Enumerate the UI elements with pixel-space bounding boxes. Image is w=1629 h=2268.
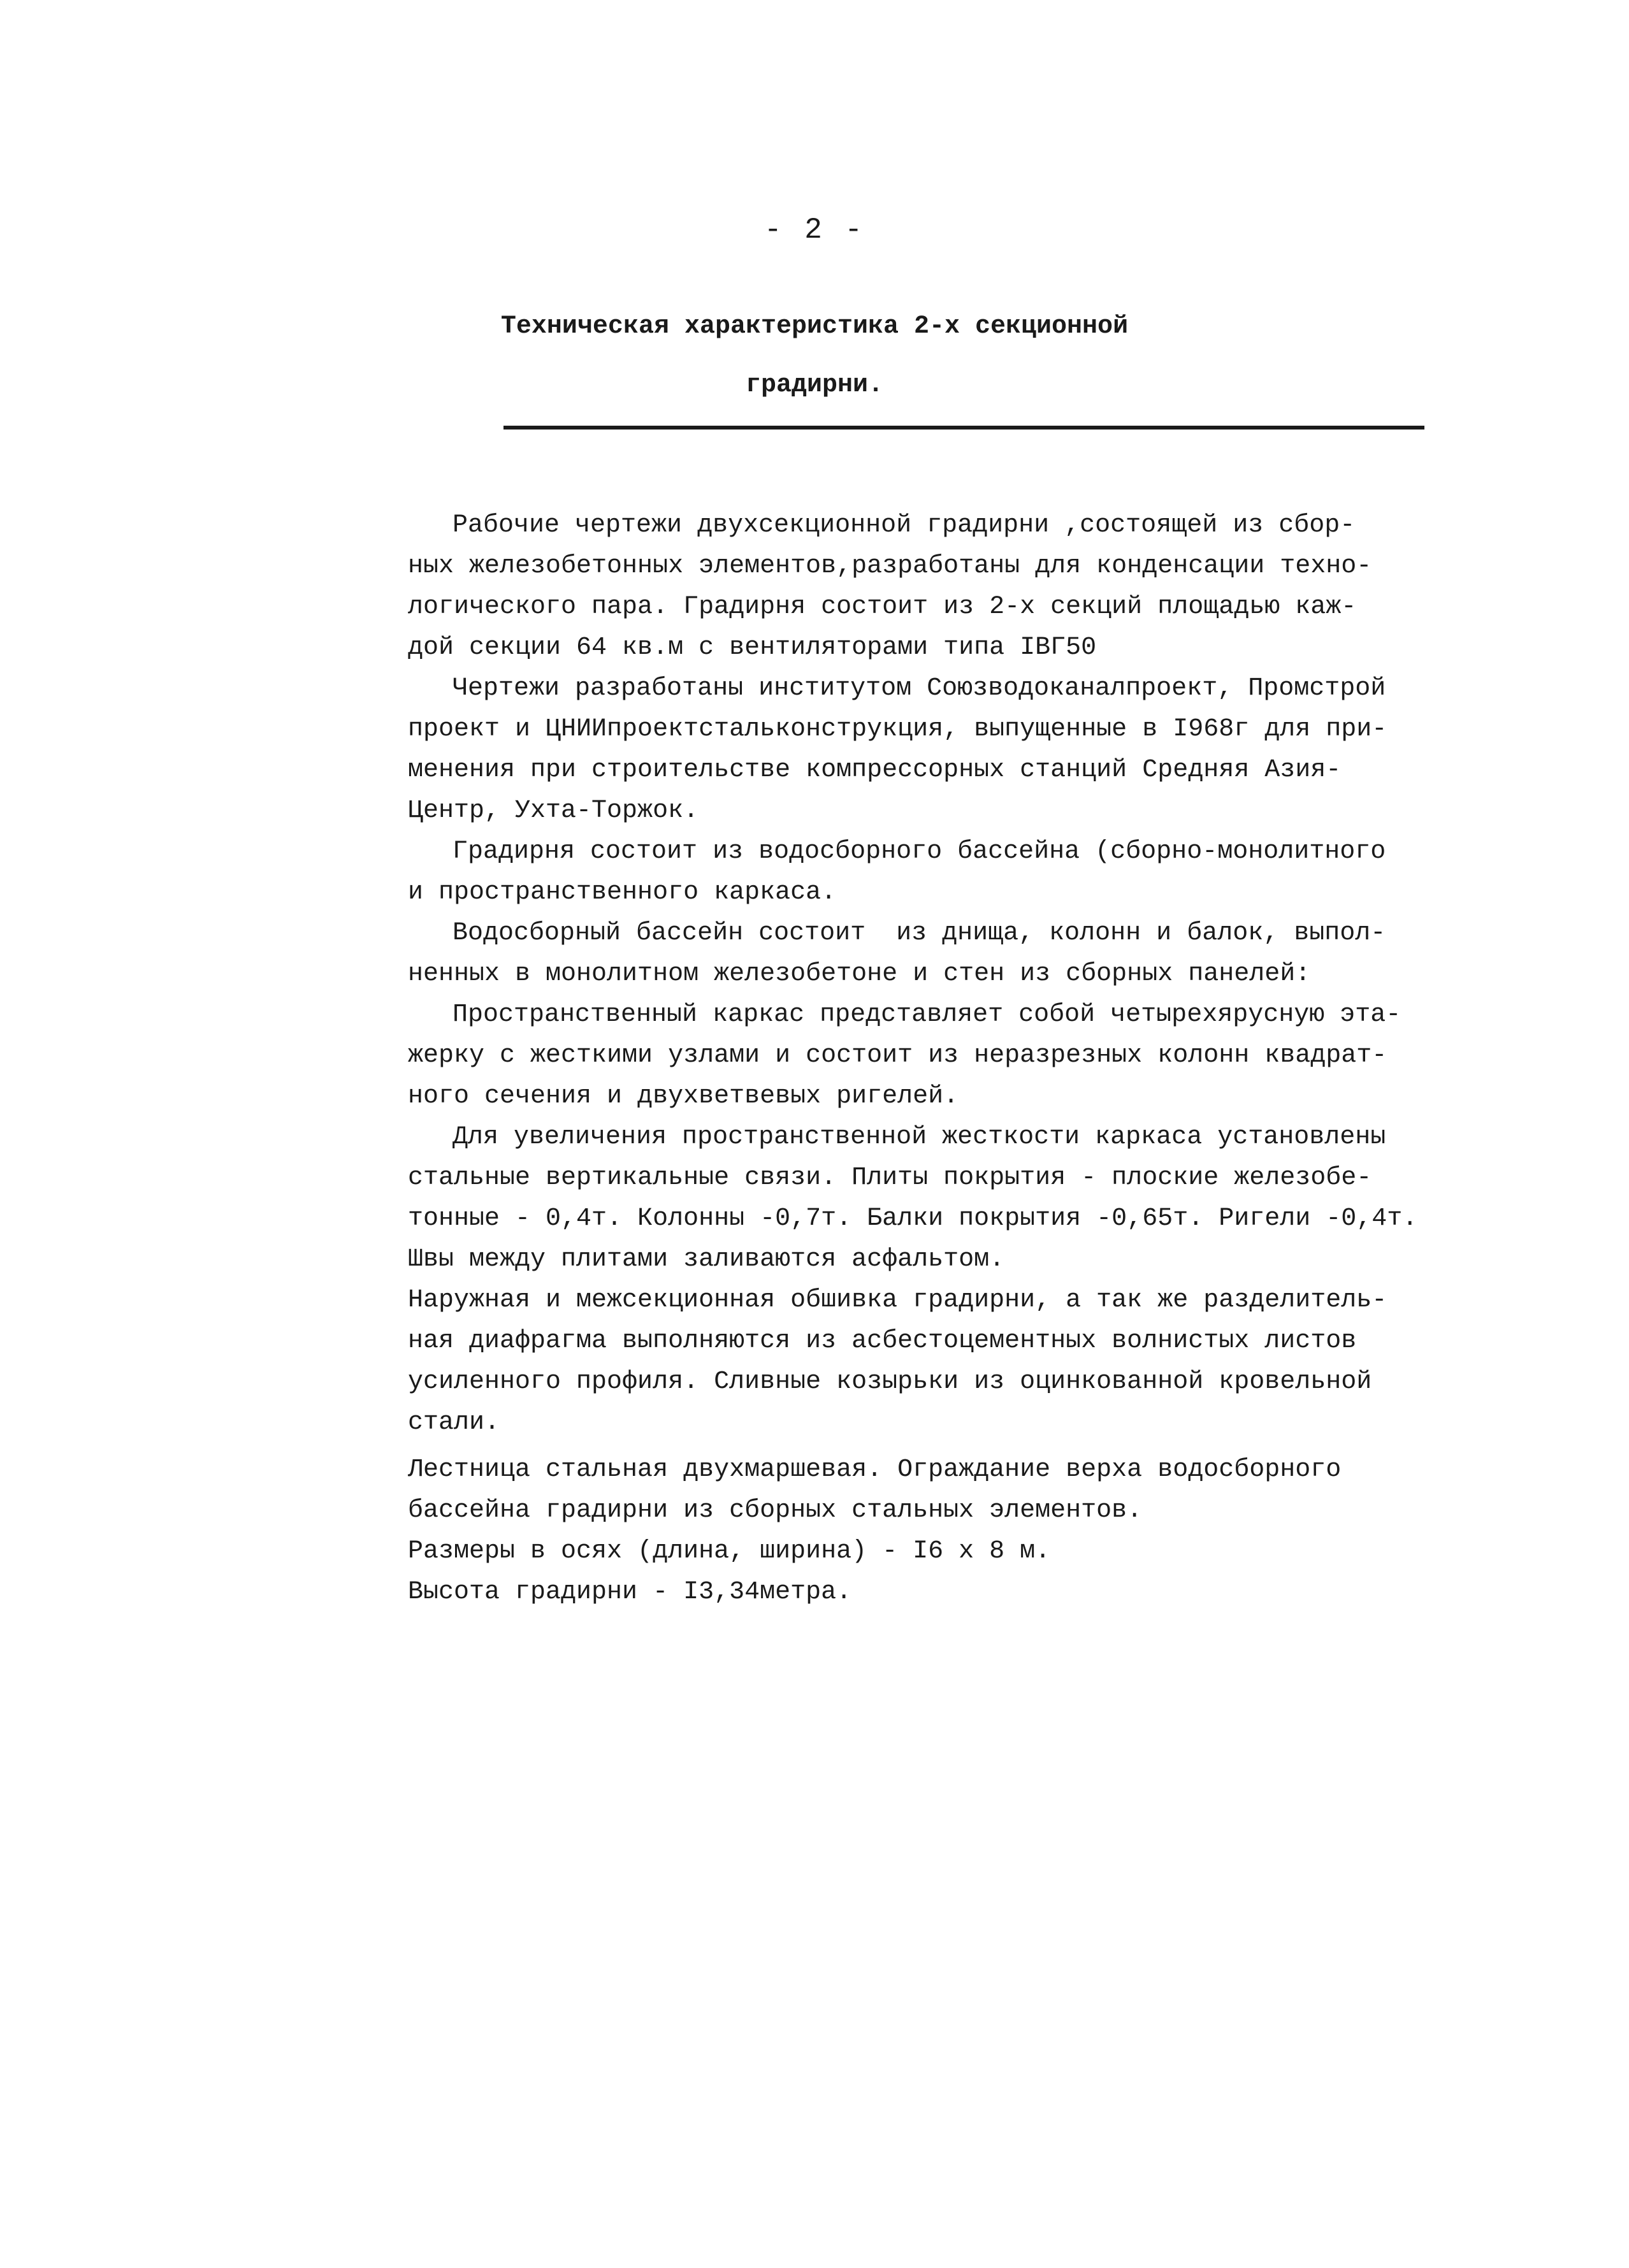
body-line: тонные - 0,4т. Колонны -0,7т. Балки покрытия -0,65т. Ригели -0,4т. — [408, 1204, 1418, 1233]
body-line: усиленного профиля. Сливные козырьки из оцинкованной кровельной — [408, 1368, 1372, 1396]
body-line: Размеры в осях (длина, ширина) - I6 х 8 м. — [408, 1537, 1051, 1566]
body-line: Пространственный каркас представляет собой четырехярусную эта- — [452, 1000, 1401, 1029]
document-title-line-1: Техническая характеристика 2-х секционной — [500, 312, 1129, 341]
body-line: логического пара. Градирня состоит из 2-х секций площадью каж- — [408, 593, 1357, 621]
body-line: Высота градирни - I3,34метра. — [408, 1578, 852, 1607]
body-line: Водосборный бассейн состоит из днища, колонн и балок, выпол- — [452, 919, 1386, 948]
body-line: ная диафрагма выполняются из асбестоцементных волнистых листов — [408, 1327, 1357, 1355]
body-line: дой секции 64 кв.м с вентиляторами типа IВГ50 — [408, 633, 1097, 662]
body-line: стальные вертикальные связи. Плиты покрытия - плоские железобе- — [408, 1164, 1372, 1192]
body-line: ного сечения и двухветвевых ригелей. — [408, 1082, 959, 1111]
body-line: стали. — [408, 1408, 500, 1437]
body-line: Швы между плитами заливаются асфальтом. — [408, 1245, 1005, 1274]
document-title-line-2: градирни. — [745, 371, 884, 400]
body-line: жерку с жесткими узлами и состоит из неразрезных колонн квадрат- — [408, 1041, 1387, 1070]
body-line: ненных в монолитном железобетоне и стен из сборных панелей: — [408, 960, 1311, 988]
body-line: ных железобетонных элементов,разработаны для конденсации техно- — [408, 552, 1372, 581]
body-line: проект и ЦНИИпроектстальконструкция, выпущенные в I968г для при- — [408, 715, 1387, 744]
title-underline — [503, 426, 1424, 430]
body-line: и пространственного каркаса. — [408, 878, 837, 907]
body-line: Градирня состоит из водосборного бассейна (сборно-монолитного — [452, 837, 1386, 866]
body-line: бассейна градирни из сборных стальных элементов. — [408, 1496, 1143, 1525]
body-line: менения при строительстве компрессорных станций Средняя Азия- — [408, 756, 1342, 784]
body-line: Наружная и межсекционная обшивка градирни, а так же разделитель- — [408, 1286, 1387, 1315]
page-number: - 2 - — [764, 213, 865, 247]
body-line: Чертежи разработаны институтом Союзводоканалпроект, Промстрой — [452, 674, 1386, 703]
body-line: Центр, Ухта-Торжок. — [408, 797, 699, 825]
body-line: Рабочие чертежи двухсекционной градирни ,состоящей из сбор- — [452, 511, 1356, 540]
body-line: Лестница стальная двухмаршевая. Ограждание верха водосборного — [408, 1455, 1342, 1484]
body-line: Для увеличения пространственной жесткости каркаса установлены — [452, 1123, 1386, 1152]
